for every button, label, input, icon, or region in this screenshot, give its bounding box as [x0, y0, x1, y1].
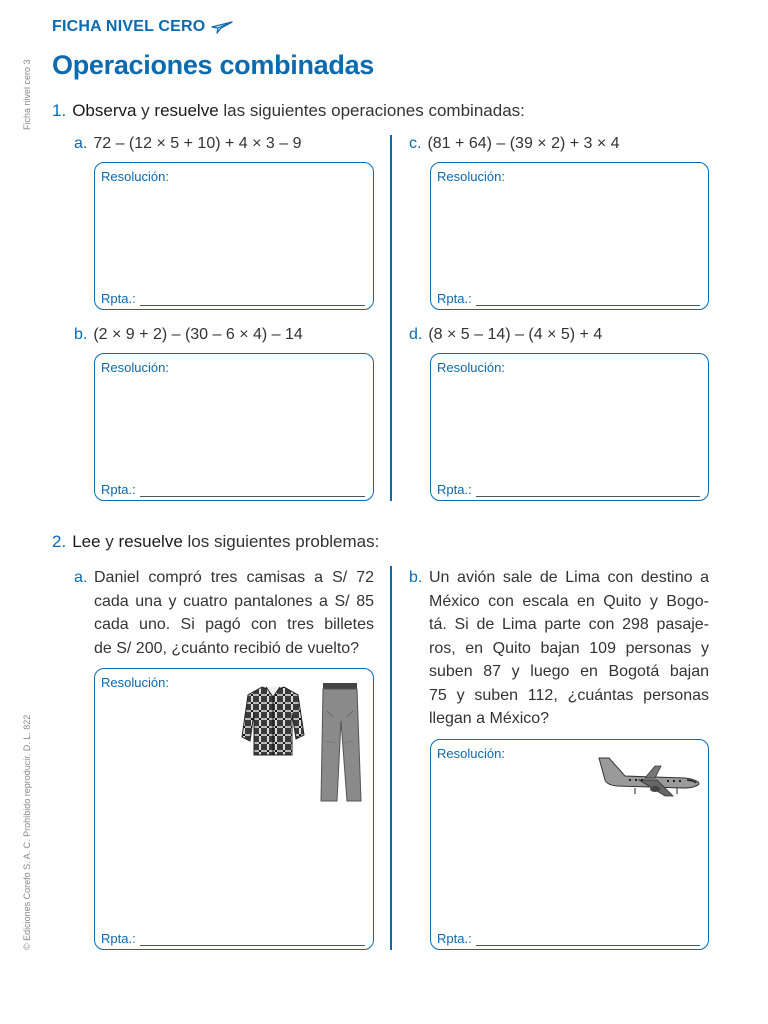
exercise-1a	[74, 135, 302, 153]
resolution-label: Resolución:	[101, 169, 169, 184]
worksheet-header	[52, 18, 233, 36]
text-line: 75 y suben 112, ¿cuántas personas	[429, 686, 709, 704]
verb-observa: Observa	[72, 101, 137, 120]
answer-line[interactable]	[101, 482, 367, 497]
text-line: de S/ 200, ¿cuánto recibió de vuelto?	[94, 639, 360, 657]
item-letter: a.	[74, 135, 88, 152]
answer-line[interactable]	[437, 482, 702, 497]
resolution-box-1b[interactable]	[94, 353, 374, 501]
column-divider	[390, 566, 392, 950]
item-letter: b.	[74, 326, 88, 343]
question-number: 1.	[52, 101, 67, 120]
expression: (2 × 9 + 2) – (30 – 6 × 4) – 14	[93, 326, 303, 343]
verb-lee: Lee	[72, 532, 101, 551]
answer-line[interactable]	[101, 291, 367, 306]
column-divider	[390, 135, 392, 501]
text-line: ros, en Quito bajan 109 personas y	[429, 639, 709, 657]
answer-blank[interactable]	[140, 293, 365, 306]
answer-line[interactable]	[101, 931, 367, 946]
text-line: llegan a México?	[429, 710, 550, 727]
item-letter: b.	[409, 569, 423, 586]
prompt-rest: los siguientes problemas:	[187, 532, 380, 551]
item-letter: a.	[74, 569, 88, 586]
item-letter: d.	[409, 326, 423, 343]
answer-label: Rpta.:	[101, 482, 136, 497]
exercise-1c	[409, 135, 620, 153]
exercise-1d	[409, 326, 602, 344]
prompt-rest: las siguientes operaciones combinadas:	[223, 101, 525, 120]
copyright-notice: © Ediciones Corefo S. A. C. Prohibido reproducir. D. L. 822	[22, 714, 32, 950]
resolution-label: Resolución:	[437, 360, 505, 375]
answer-label: Rpta.:	[101, 931, 136, 946]
conjunction: y	[105, 532, 114, 551]
answer-label: Rpta.:	[101, 291, 136, 306]
answer-blank[interactable]	[476, 293, 700, 306]
resolution-label: Resolución:	[437, 746, 505, 761]
answer-blank[interactable]	[476, 484, 700, 497]
text-line: México con escala en Quito y Bogo-	[429, 592, 709, 610]
answer-line[interactable]	[437, 291, 702, 306]
answer-blank[interactable]	[476, 933, 700, 946]
answer-blank[interactable]	[140, 933, 365, 946]
question-1-prompt	[52, 101, 525, 121]
answer-label: Rpta.:	[437, 291, 472, 306]
problem-2a	[74, 566, 374, 660]
plaid-shirt-image	[240, 683, 306, 759]
resolution-box-2b[interactable]	[430, 739, 709, 950]
resolution-label: Resolución:	[101, 675, 169, 690]
text-line: cada uno. Si pagó con tres billetes	[94, 616, 374, 633]
text-line: Daniel compró tres camisas a S/ 72	[94, 569, 374, 586]
text-line: tá. Si de Lima parte con 298 pasaje-	[429, 616, 709, 633]
text-line: suben 87 y luego en Bogotá bajan	[429, 663, 709, 680]
answer-label: Rpta.:	[437, 931, 472, 946]
conjunction: y	[141, 101, 150, 120]
side-page-label: Ficha nivel cero 3	[22, 59, 32, 130]
resolution-box-1d[interactable]	[430, 353, 709, 501]
expression: (81 + 64) – (39 × 2) + 3 × 4	[427, 135, 620, 152]
resolution-label: Resolución:	[101, 360, 169, 375]
resolution-box-1c[interactable]	[430, 162, 709, 310]
verb-resuelve: resuelve	[154, 101, 219, 120]
header-label: FICHA NIVEL CERO	[52, 18, 206, 35]
text-line: Un avión sale de Lima con destino a	[429, 569, 709, 586]
resolution-box-2a[interactable]	[94, 668, 374, 950]
problem-2b-text	[429, 566, 709, 731]
text-line: cada una y cuatro pantalones a S/ 85	[94, 592, 374, 610]
paper-plane-icon	[211, 20, 233, 34]
exercise-1b	[74, 326, 303, 344]
answer-line[interactable]	[437, 931, 702, 946]
expression: (8 × 5 – 14) – (4 × 5) + 4	[428, 326, 603, 343]
verb-resuelve: resuelve	[118, 532, 183, 551]
question-2-prompt	[52, 532, 379, 552]
answer-label: Rpta.:	[437, 482, 472, 497]
resolution-label: Resolución:	[437, 169, 505, 184]
resolution-box-1a[interactable]	[94, 162, 374, 310]
page-title: Operaciones combinadas	[52, 50, 375, 80]
problem-2a-text	[94, 566, 374, 660]
answer-blank[interactable]	[140, 484, 365, 497]
question-number: 2.	[52, 532, 67, 551]
problem-2b	[409, 566, 709, 731]
item-letter: c.	[409, 135, 422, 152]
pants-image	[317, 681, 363, 805]
expression: 72 – (12 × 5 + 10) + 4 × 3 – 9	[93, 135, 302, 152]
airplane-image	[595, 752, 703, 798]
